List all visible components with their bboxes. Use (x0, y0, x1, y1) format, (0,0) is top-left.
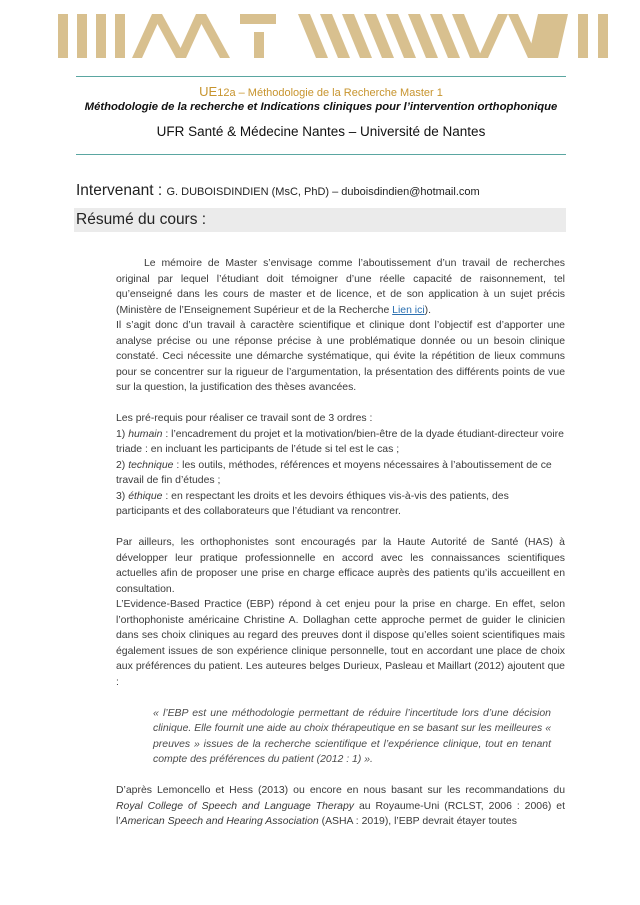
paragraph-5: L’Evidence-Based Practice (EBP) répond à cet enjeu pour la prise en charge. En effet, selon l’orthophoniste américaine Christine A. Dollaghan cette approche permet de guider le clinicien dans ses choix cliniques au regard des preuves dont il dispose qu’elles soient scientifiques mais également issues de son expérience clinique personnelle, tout en accordant une place de choix aux préférences du patient. Les auteures belges Durieux, Pasleau et Maillart (2012) ajoutent que : (116, 599, 565, 688)
paragraph-3: Les pré-requis pour réaliser ce travail sont de 3 ordres : (116, 413, 373, 424)
summary-heading-bar (74, 208, 566, 232)
rclst-name: Royal College of Speech and Language Therapy (116, 800, 355, 812)
paragraph-6 (116, 783, 565, 830)
speaker-line (76, 182, 576, 200)
institution: UFR Santé & Médecine Nantes – Université de Nantes (156, 124, 486, 139)
speaker-label: Intervenant : (76, 182, 167, 199)
speaker-email: duboisdindien@hotmail.com (341, 186, 480, 198)
paragraph-6-b: au Royaume-Uni (RCLST, 2006 : 2006) et l’ (116, 800, 566, 827)
summary-body (116, 256, 565, 830)
asha-name: American Speech and Hearing Association (120, 816, 319, 827)
header-bottom-rule (76, 154, 566, 155)
paragraph-1-text: Le mémoire de Master s’envisage comme l’aboutissement d’un travail de recherches original par lequel l’étudiant doit témoigner d’une réelle capacité de raisonnement, tel qu’enseigné dans les cours de master et de licence, et de son application à un sujet précis (Ministère de l’Enseignement Supérieur et de la Recherche (116, 258, 565, 316)
course-title: Méthodologie de la recherche et Indications cliniques pour l’intervention orthophonique (84, 101, 558, 113)
paragraph-1-end: ). (424, 304, 432, 316)
header-top-rule (76, 76, 566, 77)
paragraph-6-a: D’après Lemoncello et Hess (2013) ou encore en nous basant sur les recommandations du (116, 785, 565, 796)
summary-heading: Résumé du cours : (76, 211, 207, 228)
list-item (116, 458, 565, 489)
list-item-term: humain (128, 428, 163, 440)
list-item-text: : les outils, méthodes, références et moyens nécessaires à l’aboutissement de ce travail de fin d’études ; (116, 459, 552, 486)
list-item-text: : l’encadrement du projet et la motivation/bien-être de la dyade étudiant-directeur voire triade : en incluant les participants de l’étude si tel est le cas ; (116, 428, 564, 455)
decorative-header-banner (58, 14, 612, 58)
course-code-rest: 12a – Méthodologie de la Recherche Master 1 (217, 87, 443, 99)
paragraph-2: Il s’agit donc d’un travail à caractère scientifique et clinique dont l’objectif est d’apporter une analyse précise ou une réponse précise à une problématique donnée ou un besoin clinique constaté. Ceci nécessite une démarche systématique, qui évite la répétition de lieux communs pour se concentrer sur la rigueur de l’argumentation, la présentation des différents points de vue sur la question, la justification des thèses avancées. (116, 320, 565, 393)
speaker-credentials: (MsC, PhD) – (268, 186, 342, 198)
paragraph-4: Par ailleurs, les orthophonistes sont encouragés par la Haute Autorité de Santé (HAS) à développer leur pratique professionnelle en accord avec les connaissances scientifiques actuelles afin de proposer une prise en charge efficace auprès des patients qu’ils accueillent en consultation. (116, 537, 565, 595)
course-code-prefix: UE (199, 84, 218, 99)
speaker-name: G. DUBOISDINDIEN (166, 186, 269, 198)
list-item-number: 2) (116, 459, 129, 471)
list-item-number: 1) (116, 428, 129, 440)
list-item-text: : en respectant les droits et les devoirs éthiques vis-à-vis des patients, des participants et des collaborateurs que l’étudiant va rencontrer. (116, 490, 509, 517)
paragraph-6-c: (ASHA : 2019), l’EBP devrait étayer toutes (318, 816, 517, 827)
list-item-number: 3) (116, 490, 129, 502)
ebp-quote: « l’EBP est une méthodologie permettant de réduire l’incertitude lors d’une décision clinique. Elle fournit une aide au choix thérapeutique en se basant sur les meilleures « preuves » issues de la recherche scientifique et l’expérience clinique, tout en tenant compte des préférences du patient (2012 : 1) ». (153, 707, 551, 765)
paragraph-1 (116, 256, 565, 318)
course-code (76, 84, 566, 99)
list-item (116, 427, 565, 458)
list-item-term: technique (128, 459, 174, 471)
list-item-term: éthique (128, 490, 163, 502)
lien-ici-link[interactable]: Lien ici (392, 304, 425, 316)
list-item (116, 489, 565, 520)
